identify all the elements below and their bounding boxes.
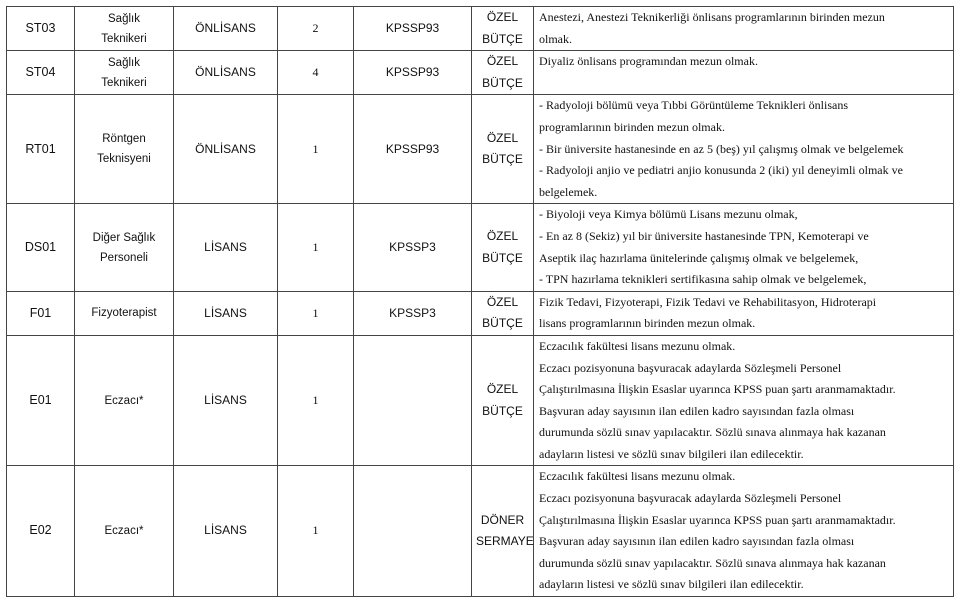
score-type: KPSSP3 bbox=[354, 291, 472, 335]
education-level: LİSANS bbox=[174, 204, 278, 291]
position-title-line: Teknikeri bbox=[101, 76, 147, 89]
budget-type-line: DÖNER bbox=[480, 512, 525, 527]
budget-type-line: BÜTÇE bbox=[482, 152, 523, 167]
requirements-text bbox=[534, 335, 954, 466]
position-title-line: Eczacı* bbox=[104, 394, 144, 407]
requirements-line: Başvuran aday sayısının ilan edilen kadro sayısından fazla olması bbox=[539, 403, 855, 418]
requirements-line: Çalıştırılmasına İlişkin Esaslar uyarınca KPSS puan şartı aranmamaktadır. bbox=[539, 512, 896, 527]
position-code: DS01 bbox=[7, 204, 75, 291]
budget-type-line: ÖZEL bbox=[486, 10, 519, 24]
requirements-line: adayların listesi ve sözlü sınav bilgileri ilan edilecektir. bbox=[539, 577, 804, 592]
position-code: E01 bbox=[7, 335, 75, 466]
requirements-text bbox=[534, 466, 954, 597]
table-row bbox=[7, 466, 954, 597]
position-title bbox=[75, 335, 174, 466]
position-title bbox=[75, 51, 174, 95]
score-type: KPSSP93 bbox=[354, 51, 472, 95]
requirements-line: Çalıştırılmasına İlişkin Esaslar uyarınca KPSS puan şartı aranmamaktadır. bbox=[539, 382, 896, 397]
requirements-line: Aseptik ilaç hazırlama ünitelerinde çalışmış olmak ve belgelemek, bbox=[539, 250, 859, 265]
position-count: 1 bbox=[278, 466, 354, 597]
position-code: ST04 bbox=[7, 51, 75, 95]
position-table bbox=[6, 6, 954, 597]
score-type: KPSSP3 bbox=[354, 204, 472, 291]
position-code: E02 bbox=[7, 466, 75, 597]
budget-type-line: ÖZEL bbox=[486, 382, 519, 397]
budget-type bbox=[472, 7, 534, 51]
budget-type bbox=[472, 95, 534, 204]
education-level: ÖNLİSANS bbox=[174, 7, 278, 51]
position-title bbox=[75, 466, 174, 597]
position-title bbox=[75, 7, 174, 51]
position-title-line: Teknisyeni bbox=[97, 153, 151, 166]
requirements-line: - Radyoloji anjio ve pediatri anjio konusunda 2 (iki) yıl deneyimli olmak ve bbox=[539, 163, 903, 178]
score-type bbox=[354, 335, 472, 466]
requirements-line: Eczacı pozisyonuna başvuracak adaylarda Sözleşmeli Personel bbox=[539, 360, 842, 375]
table-body bbox=[7, 7, 954, 597]
table-row bbox=[7, 335, 954, 466]
requirements-line: Anestezi, Anestezi Teknikerliği önlisans programlarının birinden mezun bbox=[539, 10, 885, 24]
position-code: F01 bbox=[7, 291, 75, 335]
requirements-line: durumunda sözlü sınav yapılacaktır. Sözlü sınava alınmaya hak kazanan bbox=[539, 555, 886, 570]
requirements-line: programlarının birinden mezun olmak. bbox=[539, 119, 725, 134]
position-title bbox=[75, 95, 174, 204]
position-title-line: Röntgen bbox=[102, 133, 146, 146]
position-count: 2 bbox=[278, 7, 354, 51]
table-row bbox=[7, 95, 954, 204]
position-title bbox=[75, 204, 174, 291]
budget-type-line: BÜTÇE bbox=[482, 403, 523, 418]
requirements-line: - Biyoloji veya Kimya bölümü Lisans mezunu olmak, bbox=[539, 207, 798, 222]
table-row bbox=[7, 291, 954, 335]
requirements-line: durumunda sözlü sınav yapılacaktır. Sözlü sınava alınmaya hak kazanan bbox=[539, 425, 886, 440]
position-title-line: Personeli bbox=[100, 251, 148, 264]
position-count: 1 bbox=[278, 291, 354, 335]
budget-type-line: ÖZEL bbox=[486, 130, 519, 145]
education-level: ÖNLİSANS bbox=[174, 51, 278, 95]
requirements-line: Fizik Tedavi, Fizyoterapi, Fizik Tedavi ve Rehabilitasyon, Hidroterapi bbox=[539, 294, 877, 309]
budget-type-line: BÜTÇE bbox=[482, 250, 523, 265]
education-level: ÖNLİSANS bbox=[174, 95, 278, 204]
position-title-line: Sağlık bbox=[108, 56, 140, 69]
requirements-line: belgelemek. bbox=[539, 184, 598, 199]
score-type: KPSSP93 bbox=[354, 7, 472, 51]
table-row bbox=[7, 7, 954, 51]
position-count: 1 bbox=[278, 204, 354, 291]
requirements-line: adayların listesi ve sözlü sınav bilgileri ilan edilecektir. bbox=[539, 446, 804, 461]
position-code: ST03 bbox=[7, 7, 75, 51]
budget-type-line: BÜTÇE bbox=[482, 316, 523, 331]
position-title-line: Fizyoterapist bbox=[91, 307, 157, 320]
budget-type-line: SERMAYE bbox=[476, 534, 534, 549]
budget-type-line: BÜTÇE bbox=[482, 75, 523, 90]
table-row bbox=[7, 204, 954, 291]
budget-type-line: BÜTÇE bbox=[482, 31, 523, 46]
requirements-line: - Radyoloji bölümü veya Tıbbi Görüntüleme Teknikleri önlisans bbox=[539, 98, 849, 113]
position-count: 4 bbox=[278, 51, 354, 95]
budget-type-line: ÖZEL bbox=[486, 54, 519, 69]
requirements-line: - En az 8 (Sekiz) yıl bir üniversite hastanesinde TPN, Kemoterapi ve bbox=[539, 228, 869, 243]
requirements-line: Başvuran aday sayısının ilan edilen kadro sayısından fazla olması bbox=[539, 534, 855, 549]
requirements-text bbox=[534, 95, 954, 204]
requirements-line: - Bir üniversite hastanesinde en az 5 (beş) yıl çalışmış olmak ve belgelemek bbox=[539, 141, 904, 156]
requirements-line: Diyaliz önlisans programından mezun olmak. bbox=[539, 54, 758, 69]
requirements-text bbox=[534, 291, 954, 335]
budget-type bbox=[472, 335, 534, 466]
position-count: 1 bbox=[278, 335, 354, 466]
education-level: LİSANS bbox=[174, 291, 278, 335]
education-level: LİSANS bbox=[174, 335, 278, 466]
position-count: 1 bbox=[278, 95, 354, 204]
position-title-line: Sağlık bbox=[108, 12, 140, 25]
requirements-line: olmak. bbox=[539, 31, 572, 46]
budget-type bbox=[472, 466, 534, 597]
budget-type-line: ÖZEL bbox=[486, 228, 519, 243]
requirements-line: Eczacılık fakültesi lisans mezunu olmak. bbox=[539, 338, 736, 353]
budget-type bbox=[472, 51, 534, 95]
position-title-line: Diğer Sağlık bbox=[92, 231, 156, 244]
requirements-line: Eczacı pozisyonuna başvuracak adaylarda Sözleşmeli Personel bbox=[539, 491, 842, 506]
position-title bbox=[75, 291, 174, 335]
requirements-text bbox=[534, 51, 954, 95]
requirements-line: lisans programlarının birinden mezun olmak. bbox=[539, 316, 756, 331]
requirements-line: - TPN hazırlama teknikleri sertifikasına sahip olmak ve belgelemek, bbox=[539, 272, 867, 287]
budget-type bbox=[472, 204, 534, 291]
table-row bbox=[7, 51, 954, 95]
budget-type bbox=[472, 291, 534, 335]
requirements-line: Eczacılık fakültesi lisans mezunu olmak. bbox=[539, 469, 736, 484]
position-title-line: Eczacı* bbox=[104, 525, 144, 538]
requirements-text bbox=[534, 7, 954, 51]
position-title-line: Teknikeri bbox=[101, 32, 147, 45]
position-code: RT01 bbox=[7, 95, 75, 204]
budget-type-line: ÖZEL bbox=[486, 294, 519, 309]
education-level: LİSANS bbox=[174, 466, 278, 597]
score-type: KPSSP93 bbox=[354, 95, 472, 204]
score-type bbox=[354, 466, 472, 597]
requirements-text bbox=[534, 204, 954, 291]
